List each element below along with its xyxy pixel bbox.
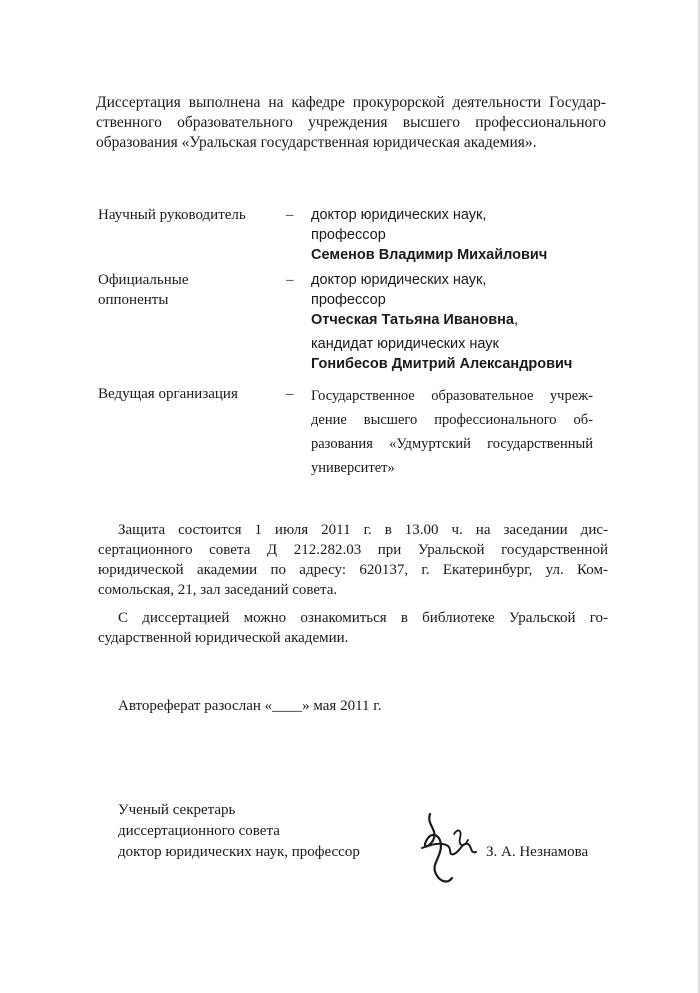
intro-paragraph [96,93,606,153]
supervisor-degree: доктор юридических наук, [311,207,487,223]
secretary-line-3: доктор юридических наук, профессор [118,844,360,860]
opponent-1-degree: доктор юридических наук, [311,272,487,288]
supervisor-value [311,205,601,265]
opponent-1-name: Отческая Татьяна Ивановна [311,312,514,328]
opponent-2-degree: кандидат юридических наук [311,336,499,352]
supervisor-label-text: Научный руководитель [98,207,246,223]
supervisor-label [98,205,246,225]
library-line-2: сударственной юридической академии. [98,630,349,646]
sent-date: Автореферат разослан «____» мая 2011 г. [118,698,382,714]
opponents-value [311,270,601,374]
supervisor-dash: – [286,207,294,223]
opponents-label-line-2: оппоненты [98,292,169,308]
library-line-1: С диссертацией можно ознакомиться в библиотеке Уральской го- [118,610,608,626]
supervisor-title: профессор [311,227,386,243]
opponents-label-line-1: Официальные [98,272,189,288]
secretary-block [118,800,360,863]
secretary-line-1: Ученый секретарь [118,802,236,818]
secretary-line-2: диссертационного совета [118,823,280,839]
intro-line-3: образования «Уральская государственная юридическая академия». [96,134,537,151]
opponent-1-comma: , [514,312,519,328]
lead-org-value [311,384,593,480]
secretary-name: З. А. Незнамова [486,844,589,860]
defense-line-1: Защита состоится 1 июля 2011 г. в 13.00 ч. на заседании дис- [118,522,608,538]
intro-line-2: ственного образовательного учреждения высшего профессионального [96,114,606,131]
lead-org-line-1: Государственное образовательное учреж- [311,388,593,404]
library-paragraph [98,608,608,648]
signature-icon [418,808,480,890]
lead-org-line-2: дение высшего профессионального об- [311,412,593,428]
defense-line-3: юридической академии по адресу: 620137, г. Екатеринбург, ул. Ком- [98,562,608,578]
opponents-label [98,270,189,310]
opponents-dash: – [286,272,294,288]
defense-line-4: сомольская, 21, зал заседаний совета. [98,582,338,598]
defense-paragraph [98,520,608,600]
supervisor-name: Семенов Владимир Михайлович [311,247,548,263]
lead-org-dash: – [286,386,294,402]
defense-line-2: сертационного совета Д 212.282.03 при Уральской государственной [98,542,608,558]
lead-org-line-3: разования «Удмуртский государственный [311,436,593,452]
opponent-1-title: профессор [311,292,386,308]
opponent-2-name: Гонибесов Дмитрий Александрович [311,356,573,372]
intro-line-1: Диссертация выполнена на кафедре прокурорской деятельности Государ- [96,94,606,111]
lead-org-label [98,384,238,404]
opponent-1-name-line [311,310,601,330]
lead-org-line-4: университет» [311,460,395,476]
lead-org-label-text: Ведущая организация [98,386,238,402]
